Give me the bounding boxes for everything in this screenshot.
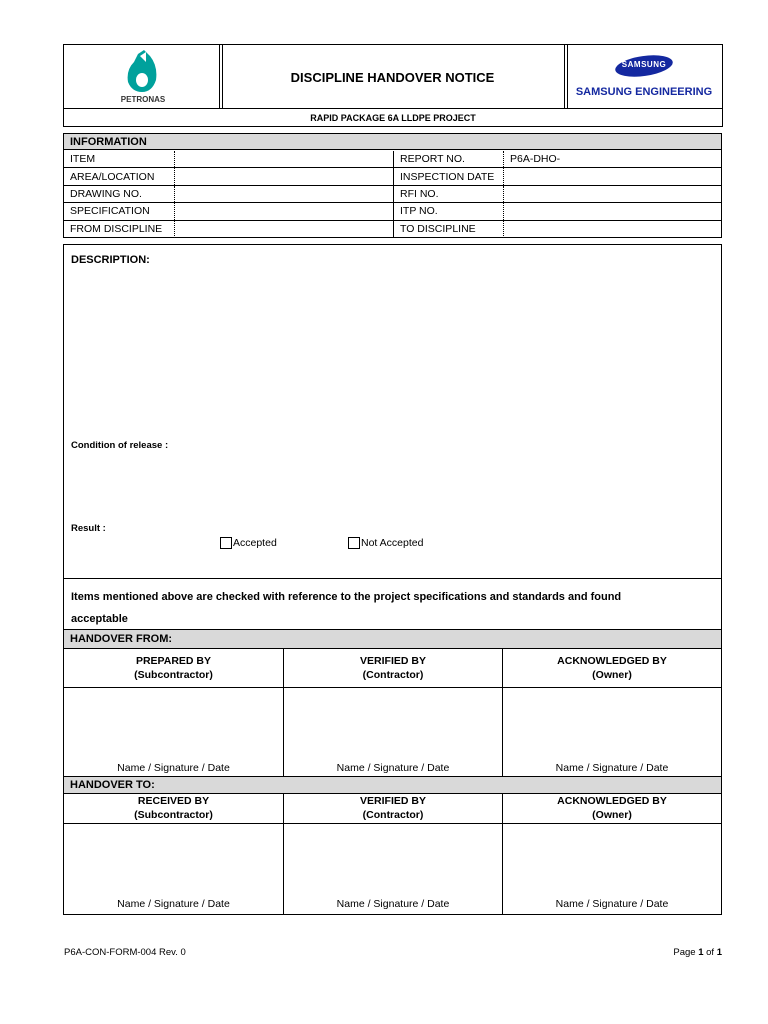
handover-from-signature-field[interactable]: Name / Signature / Date xyxy=(555,762,669,774)
handover-to-col-header xyxy=(503,794,721,822)
petronas-logo-text: PETRONAS xyxy=(120,95,166,104)
project-name: RAPID PACKAGE 6A LLDPE PROJECT xyxy=(310,112,476,123)
handover-to-signature-field[interactable]: Name / Signature / Date xyxy=(336,898,450,910)
accepted-option[interactable] xyxy=(220,537,277,549)
signatory-party: (Subcontractor) xyxy=(134,669,213,681)
info-right-value[interactable] xyxy=(503,168,721,184)
info-row xyxy=(64,186,721,203)
condition-of-release-label: Condition of release : xyxy=(71,440,169,451)
info-right-label: RFI NO. xyxy=(393,186,503,202)
signatory-party: (Owner) xyxy=(592,809,632,821)
info-left-label: FROM DISCIPLINE xyxy=(70,223,163,236)
statement-line-2: acceptable xyxy=(71,613,128,625)
signatory-role: PREPARED BY xyxy=(135,655,212,667)
info-right-value[interactable] xyxy=(503,203,721,219)
not-accepted-checkbox[interactable] xyxy=(348,537,360,549)
signatory-role: ACKNOWLEDGED BY xyxy=(557,795,667,807)
info-right-value[interactable] xyxy=(503,186,721,202)
signatory-party: (Contractor) xyxy=(362,809,424,821)
handover-to-heading: HANDOVER TO: xyxy=(64,776,721,794)
handover-from-signature-field[interactable]: Name / Signature / Date xyxy=(336,762,450,774)
handover-from-col-header xyxy=(284,654,502,682)
handover-from-heading: HANDOVER FROM: xyxy=(64,629,721,649)
page-total: 1 xyxy=(716,947,722,958)
info-left-label: ITEM xyxy=(70,153,96,166)
page-of: of xyxy=(703,947,717,958)
page-current: 1 xyxy=(698,947,704,958)
info-right-label: REPORT NO. xyxy=(393,151,503,167)
info-right-label: INSPECTION DATE xyxy=(393,168,503,184)
info-row xyxy=(64,151,721,168)
info-left-label: SPECIFICATION xyxy=(70,205,150,218)
signatory-role: ACKNOWLEDGED BY xyxy=(557,655,667,667)
petronas-logo xyxy=(68,48,218,106)
signatory-role: RECEIVED BY xyxy=(137,795,210,807)
handover-to-col-header xyxy=(64,794,283,822)
handover-from-signature-field[interactable]: Name / Signature / Date xyxy=(117,762,230,774)
handover-from-col-header xyxy=(64,654,283,682)
from-header-divider xyxy=(64,687,721,688)
accepted-label: Accepted xyxy=(233,537,277,549)
samsung-engineering-text: SAMSUNG ENGINEERING xyxy=(575,86,713,98)
signatory-role: VERIFIED BY xyxy=(360,795,426,807)
signatory-party: (Owner) xyxy=(592,669,632,681)
not-accepted-label: Not Accepted xyxy=(361,537,424,549)
statement-top-border xyxy=(64,578,721,579)
form-number: P6A-CON-FORM-004 Rev. 0 xyxy=(64,947,186,958)
info-left-label: DRAWING NO. xyxy=(70,187,142,200)
accepted-checkbox[interactable] xyxy=(220,537,232,549)
page-title: DISCIPLINE HANDOVER NOTICE xyxy=(290,69,495,85)
page-prefix: Page xyxy=(673,947,699,958)
info-right-label: ITP NO. xyxy=(393,203,503,219)
handover-from-col-header xyxy=(503,654,721,682)
page-number xyxy=(640,947,722,958)
to-header-divider xyxy=(64,823,721,824)
handover-to-col-header xyxy=(284,794,502,822)
statement-text xyxy=(71,586,711,630)
info-left-label: AREA/LOCATION xyxy=(70,170,155,183)
handover-to-signature-field[interactable]: Name / Signature / Date xyxy=(555,898,669,910)
signatory-party: (Contractor) xyxy=(362,669,424,681)
signatory-role: VERIFIED BY xyxy=(360,655,426,667)
info-right-value[interactable] xyxy=(503,221,721,238)
info-right-value[interactable]: P6A-DHO- xyxy=(503,151,721,167)
signatory-party: (Subcontractor) xyxy=(134,809,213,821)
info-right-label: TO DISCIPLINE xyxy=(393,221,503,238)
info-row xyxy=(64,203,721,220)
info-row xyxy=(64,168,721,185)
result-label: Result : xyxy=(71,523,106,534)
statement-line-1: Items mentioned above are checked with reference to the project specifications and standards and found xyxy=(71,591,622,603)
not-accepted-option[interactable] xyxy=(348,537,423,549)
samsung-badge-text: SAMSUNG xyxy=(621,60,667,69)
info-row xyxy=(64,221,721,238)
handover-to-signature-field[interactable]: Name / Signature / Date xyxy=(117,898,230,910)
description-label: DESCRIPTION: xyxy=(71,254,150,266)
information-heading: INFORMATION xyxy=(64,134,721,150)
samsung-engineering-logo xyxy=(568,48,720,106)
